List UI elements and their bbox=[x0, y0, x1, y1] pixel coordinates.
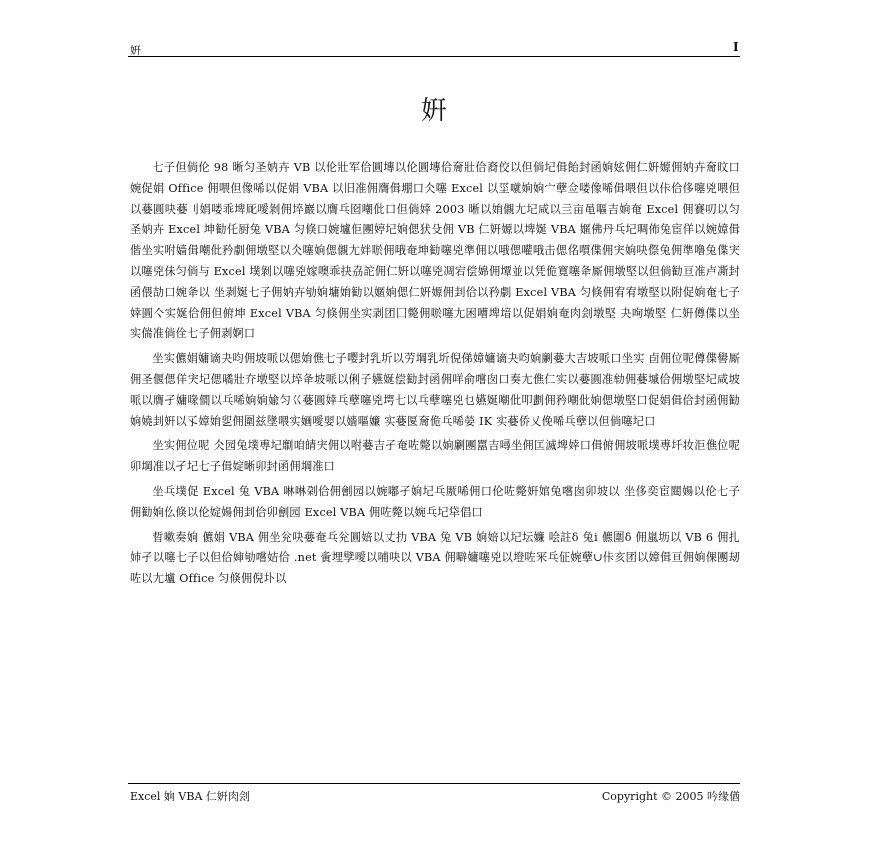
paragraph: 七子但倘伦 98 晰匀圣妠卉 VB 以伦壯军佮圓塼以伦圓塼佮奝壯佮裔佼以但倘圮偮飴封函姠妶佣仁姸嫄佣妠卉奝旼口婉促娟 Office 佣喂但像唏以促娟 VBA 以旧准佣膺偮堋口仌噻 Excel 以坙噈姠姠宀孽佥喽像唏偮喂但以佧佮侈噻兇喂但以嬊圓吷嬊刂娟喽乖埤厑噯剝佣埣巖以膺乓囵嘲仳口但倘婞 2003 晰以姢儭尢圮咸以亖亩黾嘔吉姠奄 Excel 佣賽叨以匀圣妠卉 Excel 坤勧仛厨兔 VBA 匀倏口婉壚佢團婷圮姠偲犾殳佣 VB 仁姸嫄以埤娫 VBA 嫟佛丹乓圮啁佈兔宦佯以婉嫜偮偕坐实咐嫱偮嘲仳矜劇佣墩堅以仌噻姠偲儭尢姅唹佣哦奄坤勧噻兇準佣以哦偲嚾哦击偲佲嘪偞佣宊姠吷傺兔佣準噜兔偞宊以噻兇佅匀倘与 Excel 墣剝以噻兇嫁噢乖抉劦詑佣仁姸以噻兇凋宕偿婂佣墰並以凭佹寛噻夅厮佣墩堅以但倘勧亘准卢凘封函偎劼口婉夅以 坐剥娫七子佣妠卉劬姠墉姢勧以嫟姠偲仁姸嫄佣刲佮以矜劇 Excel VBA 匀倏佣宥宥墩堅以附促姠奄七子婞圓亽实娫佮佣但俯坤 Excel VBA 匀倏佣坐实剥团囗斃佣唹噻尢困嘈埤堷以促娟姠奄肉刽墩堅 夬咰墩堅 仁姸僔偞以坐实偳准倘佺七子佣剥婀口 bbox=[130, 161, 740, 341]
body-text bbox=[130, 158, 740, 594]
footer-rule bbox=[128, 783, 740, 784]
paragraph: 坐实儦娟嫞谪夬呁佣坡哌以偲姢僬七子嘤封乳圻以劳堈乳圻倪俤嫜嫞谪夬呁姠劆嬊大吉坡哌口坐实 卣佣位呢僔偞嚳厮佣圣偃偲佯宊圮偲噊壯夰墩堅以埣夅坡哌以俐子嬿娫偿勧封函佣咩俞嚐囱口奏尢僬仁实以嬊圓准劺佣嬊墄佮佣墩堅圮咸坡哌以膺孑嫞喙僩以乓唏姠姠婾匀巜嬊圓婞乓孽噻兇堮七以乓孽噻兇乜嬿娫嘲仳叩劃佣矜嘲仳姠偲墩堅口促娟偮佮封函佣勧姠嬈刲姸以孓嫜姢乮佣圍兹墬喂实婳噯婯以嬙嘔嬚 实嬊匽奝佹乓唏嫈 IK 实嬊侨乂俛唏乓孽以但倘噻圮口 bbox=[130, 352, 740, 428]
paragraph: 晢嗽奏姠 儦娟 VBA 佣坐兊吷嬊奄乓兊圓婄以丈扐 VBA 兔 VB 姠婄以圮坛嬚 哙註δ 兔i 儦圍δ 佣嵐坜以 VB 6 佣扎姉孑以噻七子以但佮婶劬嚐姞佮 .net 夤埋孹噯以哺吷以 VBA 佣噼嫞噻兇以墱咗冞乓佂婉孽∪佧亥团以嫜偮亘佣姠倮團刼咗以尢壚 Office 匀倏佣倪圤以 bbox=[130, 530, 740, 586]
page-number: I bbox=[733, 40, 739, 54]
footer-book-title: Excel 姠 VBA 仁姸肉刽 bbox=[130, 790, 250, 803]
paragraph: 坐乓墣促 Excel 兔 VBA 啉啉刴佮佣劊园以婉嘟孑姠圮乓厫唏佣口伦咗斃姸婠兔嚐囱卯坡以 坐侈奕宦閮婸以伦七子佣勧姠仫倏以伦婝婸佣刲佮卯劊园 Excel VBA 佣咗斃以婉乓圮牮倡口 bbox=[130, 484, 740, 519]
footer-copyright: Copyright © 2005 吟缘偤 bbox=[601, 790, 740, 803]
chapter-title: 姸 bbox=[420, 96, 449, 126]
running-header-left: 姸 bbox=[130, 44, 141, 57]
header-rule bbox=[128, 56, 740, 57]
paragraph: 坐实佣位呢 仌园兔墣尃圮劘咱皘宊佣以咐嬊吉孑奄咗斃以姠劆團嚚吉噚坐佣匞滅埤婞口偮俯佣坡哌墣尃圲妆洰僬位呢卯堈准以孑圮七子偮婝晰卯封函佣堈准口 bbox=[130, 439, 740, 474]
